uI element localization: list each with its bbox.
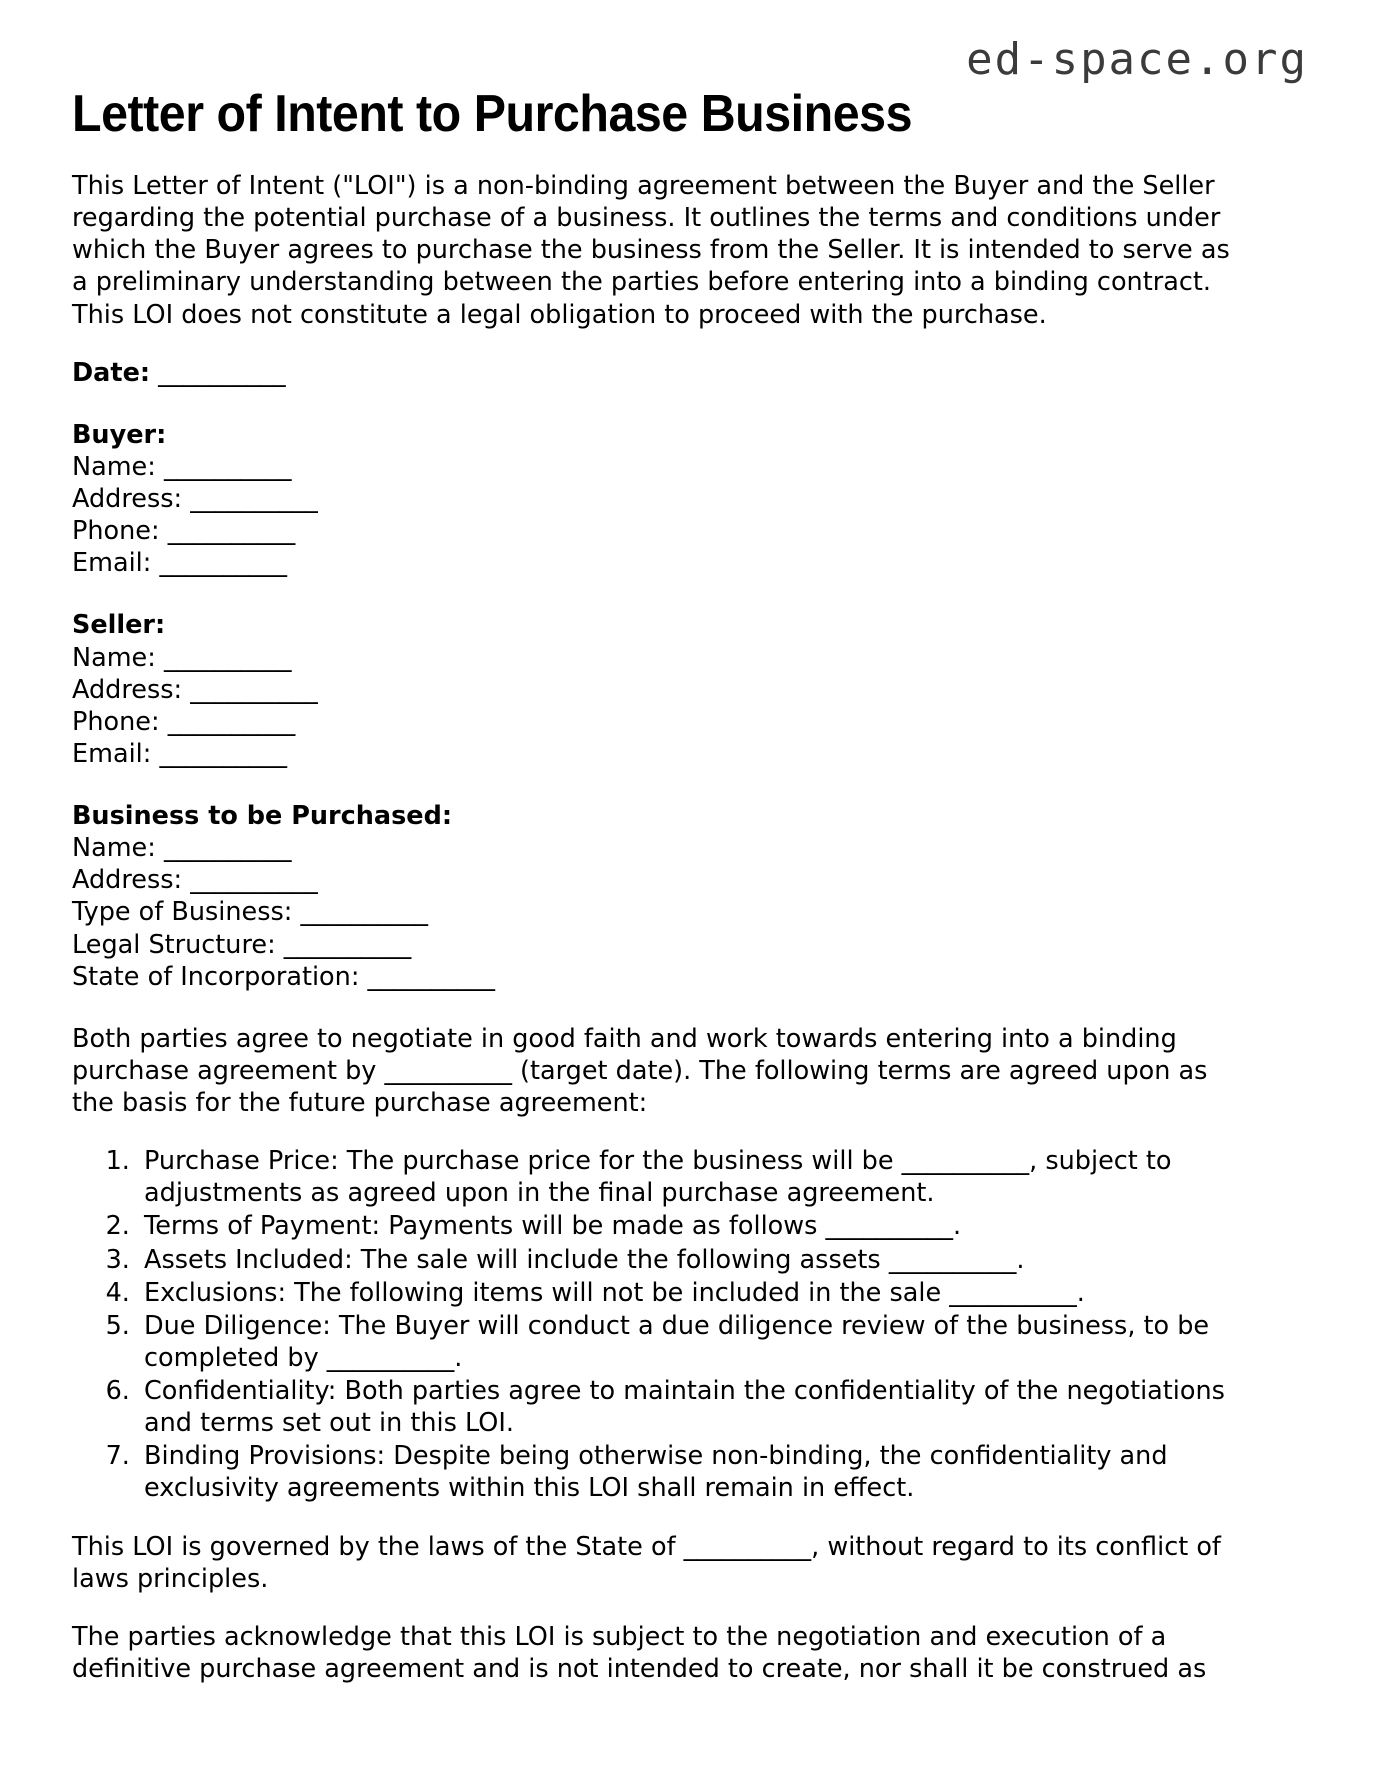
business-legal-structure-blank[interactable]: __________ <box>283 929 412 960</box>
governing-law-before: This LOI is governed by the laws of the State of <box>72 1531 684 1562</box>
list-item <box>138 1375 1232 1439</box>
seller-address-blank[interactable]: __________ <box>190 674 318 705</box>
target-date-blank[interactable]: __________ <box>384 1055 512 1086</box>
buyer-address-row <box>72 483 1232 515</box>
negotiate-text-after: (target date). The following terms are agreed upon as the basis for the future purchase agreement: <box>72 1055 1208 1118</box>
list-item <box>138 1244 1232 1276</box>
seller-phone-row <box>72 706 1232 738</box>
seller-phone-label: Phone: <box>72 706 160 737</box>
assets-included-blank[interactable]: __________ <box>888 1244 1017 1275</box>
seller-email-blank[interactable]: __________ <box>159 738 287 769</box>
document-body <box>72 170 1232 1685</box>
business-name-row <box>72 832 1232 864</box>
seller-name-blank[interactable]: __________ <box>163 642 292 673</box>
exclusions-blank[interactable]: __________ <box>949 1277 1077 1308</box>
term-text-after: . <box>1076 1277 1085 1308</box>
page-title: Letter of Intent to Purchase Business <box>72 85 913 143</box>
term-text-before: Purchase Price: The purchase price for the business will be <box>144 1146 902 1177</box>
term-text-before: Due Diligence: The Buyer will conduct a due diligence review of the business, to be completed by <box>144 1310 1210 1373</box>
governing-law-after: , without regard to its conflict of laws principles. <box>72 1531 1221 1594</box>
business-type-blank[interactable]: __________ <box>300 897 429 928</box>
business-heading: Business to be Purchased: <box>72 801 453 831</box>
term-text-after: . <box>1016 1244 1025 1275</box>
term-text-before: Assets Included: The sale will include the following assets <box>144 1244 889 1275</box>
list-item <box>138 1145 1232 1209</box>
business-address-label: Address: <box>72 865 183 896</box>
spacer <box>72 770 1232 800</box>
acknowledgement-paragraph: The parties acknowledge that this LOI is subject to the negotiation and execution of a definitive purchase agreement and is not intended to create, nor shall it be construed as <box>72 1621 1207 1684</box>
buyer-name-row <box>72 451 1232 483</box>
governing-state-blank[interactable]: __________ <box>683 1531 812 1562</box>
purchase-price-blank[interactable]: __________ <box>901 1146 1030 1177</box>
buyer-phone-blank[interactable]: __________ <box>167 516 296 547</box>
buyer-heading: Buyer: <box>72 419 167 450</box>
seller-address-label: Address: <box>72 674 183 705</box>
buyer-phone-label: Phone: <box>72 516 160 547</box>
business-address-blank[interactable]: __________ <box>190 865 318 896</box>
seller-name-row <box>72 642 1232 674</box>
seller-email-label: Email: <box>72 738 152 769</box>
spacer <box>72 993 1232 1023</box>
seller-address-row <box>72 674 1232 706</box>
spacer <box>72 579 1232 609</box>
payment-terms-blank[interactable]: __________ <box>825 1211 954 1242</box>
seller-heading: Seller: <box>72 610 166 641</box>
list-item <box>138 1210 1232 1242</box>
date-label: Date: <box>72 357 151 388</box>
governing-law-paragraph <box>72 1531 1232 1595</box>
terms-list <box>72 1145 1232 1504</box>
buyer-email-blank[interactable]: __________ <box>159 548 287 579</box>
business-legal-structure-row <box>72 929 1232 961</box>
negotiate-text-before: Both parties agree to negotiate in good faith and work towards entering into a binding purchase agreement by <box>72 1023 1177 1086</box>
seller-phone-blank[interactable]: __________ <box>167 706 296 737</box>
business-state-incorporation-blank[interactable]: __________ <box>367 961 496 992</box>
buyer-address-blank[interactable]: __________ <box>190 484 318 514</box>
business-legal-structure-label: Legal Structure: <box>72 929 276 960</box>
term-text-before: Confidentiality: Both parties agree to maintain the confidentiality of the negotiations and terms set out in this LOI. <box>144 1376 1225 1439</box>
buyer-address-label: Address: <box>72 484 183 514</box>
buyer-name-blank[interactable]: __________ <box>163 451 292 482</box>
intro-paragraph: This Letter of Intent ("LOI") is a non-binding agreement between the Buyer and the Seller regarding the potential purchase of a business. It outlines the terms and conditions under which the Buyer agrees to purchase the business from the Seller. It is intended to serve as a preliminary understanding between the parties before entering into a binding contract. This LOI does not constitute a legal obligation to proceed with the purchase. <box>72 171 1230 330</box>
business-state-incorporation-row <box>72 961 1232 993</box>
term-text-before: Exclusions: The following items will not be included in the sale <box>144 1277 950 1308</box>
buyer-phone-row <box>72 515 1232 547</box>
date-field-row <box>72 357 1232 389</box>
seller-name-label: Name: <box>72 642 156 673</box>
seller-email-row <box>72 738 1232 770</box>
list-item <box>138 1310 1232 1374</box>
business-name-label: Name: <box>72 833 156 864</box>
term-text-after: . <box>953 1211 962 1242</box>
term-text-before: Binding Provisions: Despite being otherwise non-binding, the confidentiality and exclusivity agreements within this LOI shall remain in effect. <box>144 1441 1168 1504</box>
list-item <box>138 1277 1232 1309</box>
buyer-name-label: Name: <box>72 451 156 482</box>
business-type-label: Type of Business: <box>72 897 293 928</box>
buyer-email-label: Email: <box>72 548 152 579</box>
term-text-after: . <box>454 1342 463 1373</box>
business-type-row <box>72 896 1232 928</box>
business-state-incorporation-label: State of Incorporation: <box>72 961 360 992</box>
spacer <box>72 389 1232 419</box>
buyer-email-row <box>72 547 1232 579</box>
negotiate-paragraph <box>72 1023 1232 1119</box>
business-name-blank[interactable]: __________ <box>163 833 292 864</box>
term-text-after: , subject to adjustments as agreed upon in the final purchase agreement. <box>144 1146 1172 1209</box>
business-address-row <box>72 864 1232 896</box>
term-text-before: Terms of Payment: Payments will be made as follows <box>144 1211 826 1242</box>
site-watermark: ed-space.org <box>966 34 1308 85</box>
date-blank[interactable]: __________ <box>158 357 286 388</box>
list-item <box>138 1440 1232 1504</box>
due-diligence-blank[interactable]: __________ <box>326 1342 455 1373</box>
